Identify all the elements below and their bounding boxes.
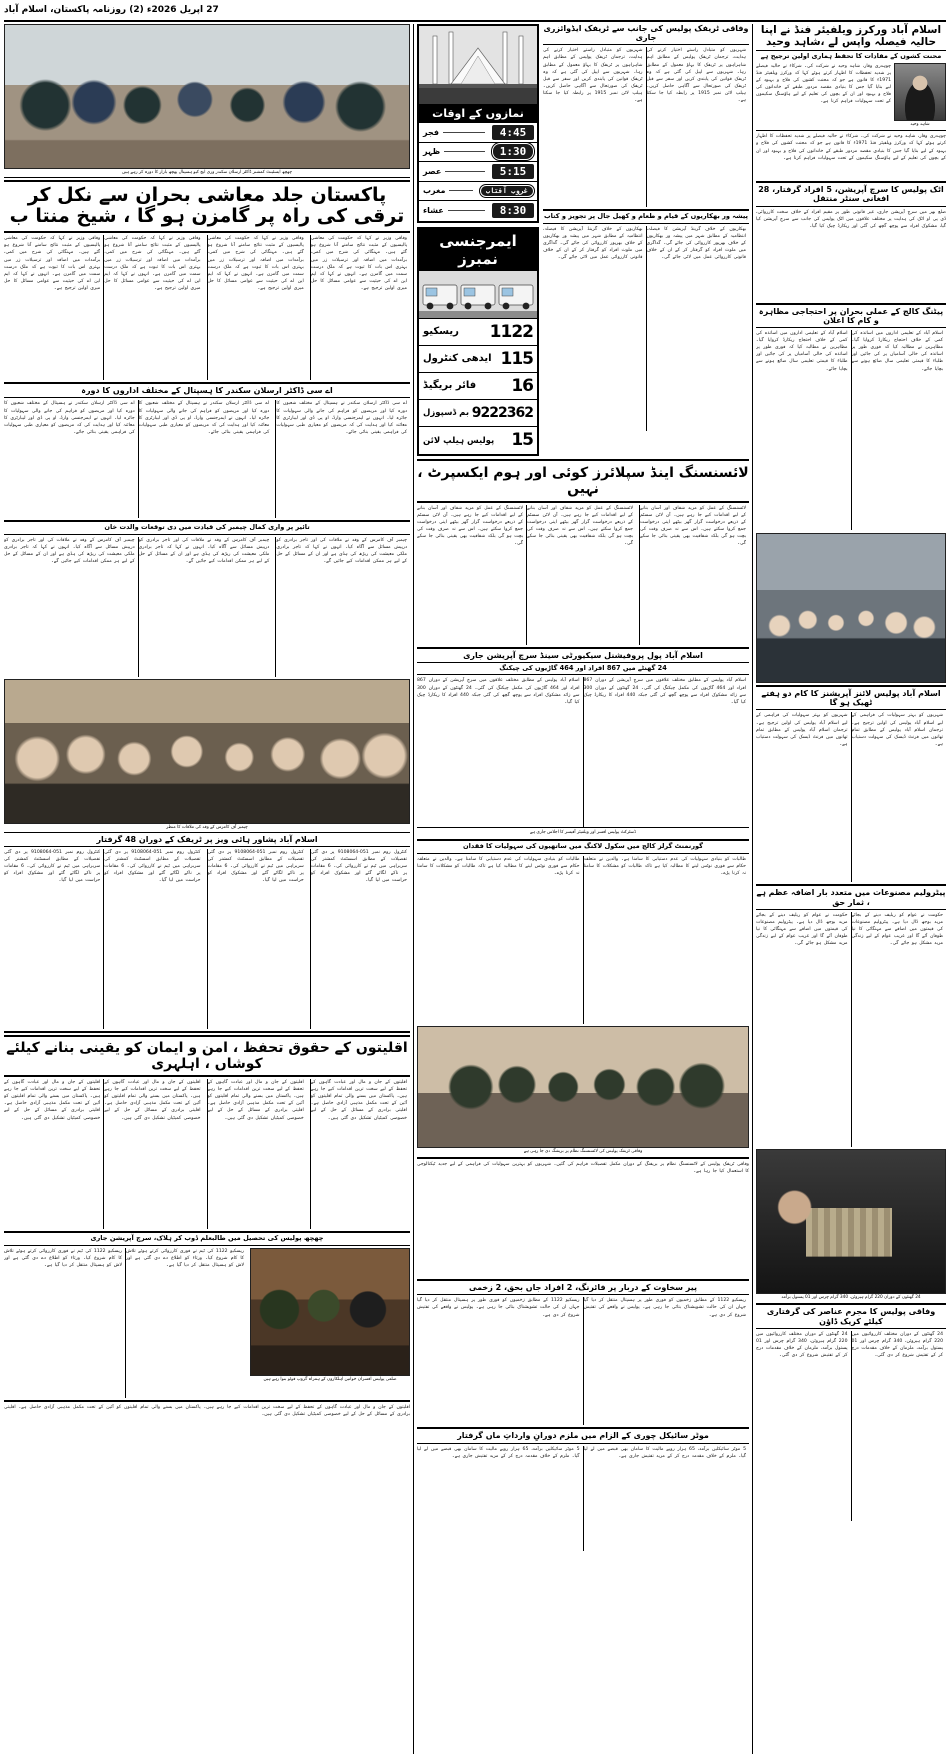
- divider-dash: [443, 132, 485, 133]
- headline-left-5[interactable]: پیٹرولیم مصنوعات میں متعدد بار اضافہ عظم ہے ، ثمار حق: [756, 888, 946, 909]
- body-right-3c: چیمبر آف کامرس کے وفد نے ملاقات کی اور تاجر برادری کو درپیش مسائل سے آگاہ کیا۔ انہوں نے کہا کہ تاجر برادری ملکی معیشت کی ریڑھ کی ہڈی ہے اور ان کے مسائل کے حل کے لیے ہر ممکن اقدامات کیے جائیں گے۔: [3, 538, 135, 565]
- headline-center-2[interactable]: پیشہ ور بھکاریوں کے قیام و طعام و کھیل جال پر تجویز و کتاب: [543, 213, 749, 224]
- prayer-rows: [419, 123, 537, 221]
- prayer-time: 4:45: [492, 125, 534, 140]
- body-left-2: ضلع بھر میں سرچ آپریشن جاری، غیر قانونی طور پر مقیم افراد کے خلاف سخت کارروائی، ڈی پی او اٹک کی ہدایت پر مختلف علاقوں میں اٹک پولیس کی جانب سے سرچ آپریشن کیا گیا، مشکوک افراد سے پوچھ گچھ کی گئی اور ریکارڈ چیک کیا گیا۔: [756, 209, 946, 229]
- body-right-3a: چیمبر آف کامرس کے وفد نے ملاقات کی اور تاجر برادری کو درپیش مسائل سے آگاہ کیا۔ انہوں نے کہا کہ تاجر برادری ملکی معیشت کی ریڑھ کی ہڈی ہے اور ان کے مسائل کے حل کے لیے ہر ممکن اقدامات کیے جائیں گے۔: [275, 537, 410, 677]
- photo-caption: شاہد وحید: [910, 121, 930, 127]
- body-right-2b: اے سی ڈاکٹر ارسلان سکندر نے ہسپتال کے مختلف شعبوں کا دورہ کیا اور مریضوں کو فراہم کی جانے والی سہولیات کا جائزہ لیا۔ انہوں نے ایمرجنسی وارڈ، او پی ڈی اور لیبارٹری کا معائنہ کیا اور ہدایت کی کہ مریضوں کو معیاری طبی سہولیات کی فراہمی یقینی بنائی جائے۔: [138, 400, 273, 518]
- divider-dash: [445, 171, 485, 172]
- divider-dash: [449, 190, 472, 191]
- body-center-4a: اسلام آباد پولیس کے مطابق مختلف علاقوں میں سرچ آپریشن کے دوران 867 افراد اور 464 گاڑیوں کی مکمل چیکنگ کی گئی۔ 24 گھنٹوں کے دوران 300 سے زائد مشکوک افراد سے پوچھ گچھ کی گئی جبکہ 440 افراد کا ریکارڈ چیک کیا گیا۔: [583, 677, 750, 827]
- emergency-label: بم ڈسپوزل: [423, 407, 470, 418]
- body-center-5a: طالبات کو بنیادی سہولیات کی عدم دستیابی کا سامنا ہے۔ والدین نے متعلقہ حکام سے فوری نوٹس لینے کا مطالبہ کیا ہے تاکہ طالبات کو مشکلات کا سامنا نہ کرنا پڑے۔: [583, 856, 750, 1024]
- body-left-6b: 24 گھنٹوں کے دوران مختلف کارروائیوں میں 220 گرام ہیروئن، 340 گرام چرس اور 01 پستول برآمد، ملزمان کے خلاف مقدمات درج کر کے تفتیش شروع کر دی گئی۔: [756, 1331, 848, 1359]
- body-left-4b: شہریوں کو بہتر سہولیات کی فراہمی کے لیے اسلام آباد پولیس کی اولین ترجیح ہے۔ ترجمان اسلام آباد پولیس کے مطابق تمام تھانوں میں فرنٹ ڈیسک کی سہولت دستیاب ہے۔: [756, 713, 848, 747]
- body-right-5a: اقلیتوں کے جان و مال اور عبادت گاہوں کے تحفظ کے لیے سخت ترین اقدامات کیے جا رہے ہیں۔ پاکستان میں بسنے والی تمام اقلیتوں کو آئین کے تحت مکمل مذہبی آزادی حاصل ہے۔ اقلیتی برادری کے مسائل کے حل کے لیے خصوصی کمیٹیاں تشکیل دی گئی ہیں۔: [310, 1079, 410, 1229]
- dateline: ‎27 اپریل 2026ء (2) روزنامہ پاکستان، اسلام آباد: [4, 5, 219, 15]
- headline-center-3[interactable]: لائسنسنگ اینڈ سپلائرز کوئی اور ہوم ایکسپرٹ ، نہیں: [417, 464, 749, 497]
- body-left-6a: 24 گھنٹوں کے دوران مختلف کارروائیوں میں 220 گرام ہیروئن، 340 گرام چرس اور 01 پستول برآمد، ملزمان کے خلاف مقدمات درج کر کے تفتیش شروع کر دی گئی۔: [851, 1331, 947, 1521]
- photo-caption: 24 گھنٹوں کے دوران 220 گرام ہیروئن، 340 گرام چرس اور 01 پستول برآمد: [781, 1294, 921, 1300]
- body-center-1a: شہریوں کو متبادل راستے اختیار کرنے کی ہدایت، ترجمان ٹریفک پولیس کے مطابق اہم شاہراہوں پر ٹریفک کا بہاؤ معمول کے مطابق رہا۔ شہریوں سے اپیل کی گئی ہے کہ وہ ٹریفک قوانین کی پابندی کریں اور سفر سے قبل ٹریفک کی صورتحال سے آگاہی حاصل کریں۔ ہیلپ لائن نمبر 1915 پر رابطہ کیا جا سکتا ہے۔: [646, 47, 750, 207]
- body-main-b: وفاقی وزیر نے کہا کہ حکومت کی معاشی پالیسیوں کے مثبت نتائج سامنے آنا شروع ہو گئے ہیں۔ مہنگائی کی شرح میں کمی، برآمدات میں اضافہ اور ترسیلات زر میں بہتری اس بات کا ثبوت ہے کہ ملک درست سمت میں گامزن ہے۔ انہوں نے کہا کہ ایم این اے کی حیثیت سے عوامی مسائل کا حل میری اولین ترجیح ہے۔: [207, 235, 307, 380]
- prayer-label: فجر: [423, 127, 439, 137]
- subhead-left-1: محنت کشوں کے مفادات کا تحفظ ہماری اولین ترجیح ہے: [760, 52, 942, 61]
- body-right-4c: کنٹرول روم نمبر 051-9108064 پر دی گئی تفصیلات کے مطابق اسسٹنٹ کمشنر کی سربراہی میں ٹیم نے کارروائی کی۔ 6 مقامات پر ناکے لگائے گئے اور مشکوک افراد کو حراست میں لیا گیا۔: [103, 849, 203, 1029]
- body-center-2b: بھکاریوں کے خلاف گرینڈ آپریشن کا فیصلہ، انتظامیہ کے مطابق شہر میں پیشہ ور بھکاریوں کے خلاف بھرپور کارروائی کی جائے گی۔ گداگری میں ملوث افراد کو گرفتار کر کے ان کے خلاف قانونی کارروائی عمل میں لائی جائے گی۔: [543, 226, 643, 261]
- photo-caption: ڈسٹرکٹ پولیس افسر اور ویلفیئر آفیسر کا اجلاس جاری ہے: [417, 827, 749, 837]
- zone-right: [4, 24, 410, 1754]
- headline-right-6[interactable]: چھچھ پولیس کی تحصیل میں طالبعلم ڈوب کر ہلاک، سرچ آپریشن جاری: [4, 1235, 410, 1246]
- delegation-photo: [4, 679, 410, 824]
- prayer-times-widget: [417, 24, 539, 223]
- body-right-5c: اقلیتوں کے جان و مال اور عبادت گاہوں کے تحفظ کے لیے سخت ترین اقدامات کیے جا رہے ہیں۔ پاکستان میں بسنے والی تمام اقلیتوں کو آئین کے تحت مکمل مذہبی آزادی حاصل ہے۔ اقلیتی برادری کے مسائل کے حل کے لیے خصوصی کمیٹیاں تشکیل دی گئی ہیں۔: [103, 1079, 203, 1229]
- emergency-number: 1122: [489, 321, 533, 342]
- divider-dash: [444, 151, 485, 152]
- body-right-6a: ریسکیو 1122 کی ٹیم نے فوری کارروائی کرتے ہوئے تلاش کا کام شروع کیا۔ ورثاء کو اطلاع دے دی گئی ہے اور لاش کو ہسپتال منتقل کر دیا گیا ہے۔: [125, 1248, 247, 1398]
- headline-left-2[interactable]: اٹک پولیس کا سرچ آپریشن، 5 افراد گرفتار، 28 افغانی سنٹر منتقل: [756, 185, 946, 206]
- headline-center-1[interactable]: وفاقی ٹریفک پولیس کی جانب سے ٹریفک ایڈوائزری جاری: [543, 24, 749, 45]
- body-left-5b: حکومت نے عوام کو ریلیف دینے کے بجائے مزید بوجھ ڈال دیا ہے۔ پیٹرولیم مصنوعات کی قیمتوں میں اضافے سے مہنگائی کا نیا طوفان آئے گا اور غریب عوام کے لیے زندگی مزید مشکل ہو جائے گی۔: [756, 912, 848, 947]
- body-left-3a: اسلام آباد کے تعلیمی اداروں میں اساتذہ کی کمی کے خلاف احتجاج ریکارڈ کروایا گیا۔ مظاہرین نے مطالبہ کیا کہ فوری طور پر اساتذہ کی خالی آسامیاں پر کی جائیں اور طلباء کا قیمتی تعلیمی سال ضائع ہونے سے بچایا جائے۔: [851, 330, 947, 530]
- body-left-1: چوہدری وقار، شاہد وحید نے شرکت کی۔ شرکاء نے حالیہ فیصلے پر شدید تحفظات کا اظہار کرتے ہوئے کہا کہ ورکرز ویلفیئر فنڈ 1971ء کا قانون ہے جو کہ محنت کشوں کی فلاح و بہبود کے لیے بنایا گیا جس کا بنیادی مقصد مزدور طبقے کے خاندانوں کی فلاح و بہبود اور ان کے بچوں کی تعلیم کے لیے ہاؤسنگ سکیموں کے تحت سہولیات فراہم کرنا ہے۔: [756, 63, 891, 105]
- body-center-5b: طالبات کو بنیادی سہولیات کی عدم دستیابی کا سامنا ہے۔ والدین نے متعلقہ حکام سے فوری نوٹس لینے کا مطالبہ کیا ہے تاکہ طالبات کو مشکلات کا سامنا نہ کرنا پڑے۔: [417, 856, 580, 876]
- body-center-4b: اسلام آباد پولیس کے مطابق مختلف علاقوں میں سرچ آپریشن کے دوران 867 افراد اور 464 گاڑیوں کی مکمل چیکنگ کی گئی۔ 24 گھنٹوں کے دوران 300 سے زائد مشکوک افراد سے پوچھ گچھ کی گئی جبکہ 440 افراد کا ریکارڈ چیک کیا گیا۔: [417, 678, 580, 705]
- prayer-label: ظہر: [423, 147, 441, 157]
- emergency-rows: [419, 319, 537, 454]
- headline-right-5[interactable]: اقلیتوں کے حقوق تحفظ ، امن و ایمان کو یقینی بنانے کیلئے کوشاں ، اہلہری: [4, 1035, 410, 1077]
- emergency-number: 9222362: [471, 404, 533, 421]
- emergency-numbers-widget: [417, 227, 539, 456]
- emergency-widget-title: ایمرجنسی نمبرز: [419, 229, 537, 271]
- ambulance-fleet-icon: [419, 271, 537, 319]
- police-lineup-photo: [417, 1026, 749, 1148]
- prayer-label: عصر: [423, 166, 442, 176]
- body-left-5a: حکومت نے عوام کو ریلیف دینے کے بجائے مزید بوجھ ڈال دیا ہے۔ پیٹرولیم مصنوعات کی قیمتوں میں اضافے سے مہنگائی کا نیا طوفان آئے گا اور غریب عوام کے لیے زندگی مزید مشکل ہو جائے گی۔: [851, 912, 947, 1147]
- headline-main-right[interactable]: پاکستان جلد معاشی بحران سے نکل کر ترقی کی راہ پر گامزن ہو گا ، شیخ منتا ب: [4, 180, 410, 234]
- body-right-3b: چیمبر آف کامرس کے وفد نے ملاقات کی اور تاجر برادری کو درپیش مسائل سے آگاہ کیا۔ انہوں نے کہا کہ تاجر برادری ملکی معیشت کی ریڑھ کی ہڈی ہے اور ان کے مسائل کے حل کے لیے ہر ممکن اقدامات کیے جائیں گے۔: [138, 537, 273, 677]
- body-center-8a: 5 موٹر سائیکلیں برآمد، 65 ہزار روپے مالیت کا سامان بھی قبضے میں لے لیا گیا۔ ملزم کے خلاف مقدمہ درج کر کے مزید تفتیش جاری ہے۔: [583, 1446, 750, 1551]
- prayer-row: [419, 201, 537, 221]
- photo-caption: وفاقی ٹریفک پولیس کی لائسنسنگ نظام پر بریفنگ دی جا رہی ہے: [523, 1148, 643, 1154]
- emergency-number: 115: [500, 348, 533, 369]
- headline-center-7[interactable]: موٹر سائیکل چوری کے الزام میں ملزم دورانِ وارداتِ ماں گرفتار: [417, 1431, 749, 1443]
- faisal-mosque-icon: [419, 26, 537, 104]
- emergency-label: ریسکیو: [423, 326, 459, 337]
- emergency-label: ایدھی کنٹرول: [423, 353, 492, 364]
- body-center-8b: 5 موٹر سائیکلیں برآمد، 65 ہزار روپے مالیت کا سامان بھی قبضے میں لے لیا گیا۔ ملزم کے خلاف مقدمہ درج کر کے مزید تفتیش جاری ہے۔: [417, 1446, 580, 1459]
- prayer-label: مغرب: [423, 186, 446, 196]
- zone-center: [413, 24, 753, 1754]
- body-center-3b: لائسنسنگ کے عمل کو مزید شفاف اور آسان بنانے کے لیے اقدامات کیے جا رہے ہیں۔ آن لائن سسٹم کے ذریعے درخواست گزار گھر بیٹھے اپنی درخواست جمع کروا سکتے ہیں۔ اس سے نہ صرف وقت کی بچت ہو گی بلکہ شفافیت بھی یقینی بنائی جا سکے گی۔: [526, 505, 636, 645]
- zone-left: [756, 24, 946, 1754]
- widget-stack: [417, 24, 539, 456]
- body-right-6b: ریسکیو 1122 کی ٹیم نے فوری کارروائی کرتے ہوئے تلاش کا کام شروع کیا۔ ورثاء کو اطلاع دے دی گئی ہے اور لاش کو ہسپتال منتقل کر دیا گیا ہے۔: [4, 1248, 122, 1268]
- body-left-4a: شہریوں کو بہتر سہولیات کی فراہمی کے لیے اسلام آباد پولیس کی اولین ترجیح ہے۔ ترجمان اسلام آباد پولیس کے مطابق تمام تھانوں میں فرنٹ ڈیسک کی سہولت دستیاب ہے۔: [851, 712, 947, 882]
- headline-right-2[interactable]: اے سی ڈاکٹر ارسلان سکندر کا ہسپتال کے مختلف اداروں کا دورہ: [4, 386, 410, 398]
- prayer-time: 5:15: [492, 164, 534, 179]
- photo-caption: چھچھ ایسٹینٹ کمشنر ڈاکٹر ارسلان سکندر وزی ایچ کیو ہسپتال پھچھ بازار کا دورہ کر رہے ہیں: [4, 169, 410, 178]
- body-left-1b: چوہدری وقار، شاہد وحید نے شرکت کی۔ شرکاء نے حالیہ فیصلے پر شدید تحفظات کا اظہار کرتے ہوئے کہا کہ ورکرز ویلفیئر فنڈ 1971ء کا قانون ہے جو کہ محنت کشوں کی فلاح و بہبود کے لیے بنایا گیا جس کا بنیادی مقصد مزدور طبقے کے خاندانوں کی فلاح و بہبود اور ان کے بچوں کی تعلیم کے لیے ہاؤسنگ سکیموں کے تحت سہولیات فراہم کرنا ہے۔: [756, 134, 946, 161]
- emergency-row: [419, 400, 537, 427]
- divider-dash: [448, 210, 485, 211]
- emergency-number: 15: [511, 430, 533, 450]
- seizure-photo-left: [756, 1149, 946, 1294]
- body-center-1b: شہریوں کو متبادل راستے اختیار کرنے کی ہدایت، ترجمان ٹریفک پولیس کے مطابق اہم شاہراہوں پر ٹریفک کا بہاؤ معمول کے مطابق رہا۔ شہریوں سے اپیل کی گئی ہے کہ وہ ٹریفک قوانین کی پابندی کریں اور سفر سے قبل ٹریفک کی صورتحال سے آگاہی حاصل کریں۔ ہیلپ لائن نمبر 1915 پر رابطہ کیا جا سکتا ہے۔: [543, 48, 643, 104]
- headline-center-6[interactable]: پیر سخاوت کے دربار پر فائرنگ، 2 افراد جاں بحق، 2 زخمی: [417, 1283, 749, 1295]
- body-right-tail: اقلیتوں کے جان و مال اور عبادت گاہوں کے تحفظ کے لیے سخت ترین اقدامات کیے جا رہے ہیں۔ پاکستان میں بسنے والی تمام اقلیتوں کو آئین کے تحت مکمل مذہبی آزادی حاصل ہے۔ اقلیتی برادری کے مسائل کے حل کے لیے خصوصی کمیٹیاں تشکیل دی گئی ہیں۔: [4, 1404, 410, 1417]
- body-right-5d: اقلیتوں کے جان و مال اور عبادت گاہوں کے تحفظ کے لیے سخت ترین اقدامات کیے جا رہے ہیں۔ پاکستان میں بسنے والی تمام اقلیتوں کو آئین کے تحت مکمل مذہبی آزادی حاصل ہے۔ اقلیتی برادری کے مسائل کے حل کے لیے خصوصی کمیٹیاں تشکیل دی گئی ہیں۔: [4, 1079, 101, 1121]
- headline-left-3[interactable]: پیٹنگ کالج کے عملی بحران پر احتجاجی مظاہرہ و کام کا اعلان: [756, 307, 946, 328]
- prayer-label: عشاء: [423, 206, 444, 216]
- headline-left-4[interactable]: اسلام آباد پولیس لائنز آپریشنز کا کام دو ہفتے ٹھیک ہو گا: [756, 689, 946, 710]
- body-center-2a: بھکاریوں کے خلاف گرینڈ آپریشن کا فیصلہ، انتظامیہ کے مطابق شہر میں پیشہ ور بھکاریوں کے خلاف بھرپور کارروائی کی جائے گی۔ گداگری میں ملوث افراد کو گرفتار کر کے ان کے خلاف قانونی کارروائی عمل میں لائی جائے گی۔: [646, 226, 750, 431]
- body-main-a: وفاقی وزیر نے کہا کہ حکومت کی معاشی پالیسیوں کے مثبت نتائج سامنے آنا شروع ہو گئے ہیں۔ مہنگائی کی شرح میں کمی، برآمدات میں اضافہ اور ترسیلات زر میں بہتری اس بات کا ثبوت ہے کہ ملک درست سمت میں گامزن ہے۔ انہوں نے کہا کہ ایم این اے کی حیثیت سے عوامی مسائل کا حل میری اولین ترجیح ہے۔: [310, 235, 410, 380]
- emergency-label: فائر بریگیڈ: [423, 380, 477, 391]
- masthead-strip: [4, 4, 946, 20]
- prayer-row: [419, 143, 537, 163]
- photo-caption: ضلعی پولیس افسران خواتین اہلکاروں کے ہمراہ گروپ فوٹو بنوا رہے ہیں: [263, 1376, 397, 1382]
- body-right-2c: اے سی ڈاکٹر ارسلان سکندر نے ہسپتال کے مختلف شعبوں کا دورہ کیا اور مریضوں کو فراہم کی جانے والی سہولیات کا جائزہ لیا۔ انہوں نے ایمرجنسی وارڈ، او پی ڈی اور لیبارٹری کا معائنہ کیا اور ہدایت کی کہ مریضوں کو معیاری طبی سہولیات کی فراہمی یقینی بنائی جائے۔: [3, 401, 135, 435]
- emergency-row: [419, 373, 537, 400]
- prayer-time: 1:30: [492, 143, 534, 160]
- headline-left-6[interactable]: وفاقی پولیس کا مجرم عناصر کی گرفتاری کیلئے کریک ڈاؤن: [756, 1307, 946, 1328]
- emergency-label: پولیس ہیلپ لائن: [423, 435, 495, 446]
- emergency-row: [419, 427, 537, 454]
- officers-group-photo: [250, 1248, 410, 1376]
- headline-center-4[interactable]: اسلام آباد پول پروفیشنل سیکیورٹی سینڈ سرچ آپریشن جاری: [417, 651, 749, 663]
- body-center-7a: ریسکیو 1122 کے مطابق زخمیوں کو فوری طور پر ہسپتال منتقل کر دیا گیا جہاں ان کی حالت تشویشناک بتائی جا رہی ہے۔ پولیس نے واقعے کی تفتیش شروع کر دی ہے۔: [583, 1297, 750, 1425]
- body-center-3c: لائسنسنگ کے عمل کو مزید شفاف اور آسان بنانے کے لیے اقدامات کیے جا رہے ہیں۔ آن لائن سسٹم کے ذریعے درخواست گزار گھر بیٹھے اپنی درخواست جمع کروا سکتے ہیں۔ اس سے نہ صرف وقت کی بچت ہو گی بلکہ شفافیت بھی یقینی بنائی جا سکے گی۔: [417, 505, 523, 547]
- body-right-4b: کنٹرول روم نمبر 051-9108064 پر دی گئی تفصیلات کے مطابق اسسٹنٹ کمشنر کی سربراہی میں ٹیم نے کارروائی کی۔ 6 مقامات پر ناکے لگائے گئے اور مشکوک افراد کو حراست میں لیا گیا۔: [207, 849, 307, 1029]
- headline-left-1[interactable]: اسلام آباد ورکرز ویلفیئر فنڈ نے اپنا حالیہ فیصلہ واپس لے ،شاہد وحید: [756, 24, 946, 51]
- body-main-c: وفاقی وزیر نے کہا کہ حکومت کی معاشی پالیسیوں کے مثبت نتائج سامنے آنا شروع ہو گئے ہیں۔ مہنگائی کی شرح میں کمی، برآمدات میں اضافہ اور ترسیلات زر میں بہتری اس بات کا ثبوت ہے کہ ملک درست سمت میں گامزن ہے۔ انہوں نے کہا کہ ایم این اے کی حیثیت سے عوامی مسائل کا حل میری اولین ترجیح ہے۔: [103, 235, 203, 380]
- meeting-photo-left: [756, 533, 946, 683]
- photo-caption: چیمبر آف کامرس کے وفد کی ملاقات کا منظر: [4, 824, 410, 833]
- body-left-3b: اسلام آباد کے تعلیمی اداروں میں اساتذہ کی کمی کے خلاف احتجاج ریکارڈ کروایا گیا۔ مظاہرین نے مطالبہ کیا کہ فوری طور پر اساتذہ کی خالی آسامیاں پر کی جائیں اور طلباء کا قیمتی تعلیمی سال ضائع ہونے سے بچایا جائے۔: [756, 331, 848, 372]
- body-main-d: وفاقی وزیر نے کہا کہ حکومت کی معاشی پالیسیوں کے مثبت نتائج سامنے آنا شروع ہو گئے ہیں۔ مہنگائی کی شرح میں کمی، برآمدات میں اضافہ اور ترسیلات زر میں بہتری اس بات کا ثبوت ہے کہ ملک درست سمت میں گامزن ہے۔ انہوں نے کہا کہ ایم این اے کی حیثیت سے عوامی مسائل کا حل میری اولین ترجیح ہے۔: [4, 236, 101, 292]
- body-right-5b: اقلیتوں کے جان و مال اور عبادت گاہوں کے تحفظ کے لیے سخت ترین اقدامات کیے جا رہے ہیں۔ پاکستان میں بسنے والی تمام اقلیتوں کو آئین کے تحت مکمل مذہبی آزادی حاصل ہے۔ اقلیتی برادری کے مسائل کے حل کے لیے خصوصی کمیٹیاں تشکیل دی گئی ہیں۔: [207, 1079, 307, 1229]
- prayer-time: غروب آفتاب: [480, 185, 534, 197]
- emergency-number: 16: [511, 375, 533, 396]
- headline-center-5[interactable]: گورنمنٹ گرلز کالج میں سکول لاکنگ میں ساتھیوں کی سہولیات کا فقدان: [417, 843, 749, 854]
- prayer-widget-title: نمازوں کے اوقات: [419, 104, 537, 123]
- body-right-2a: اے سی ڈاکٹر ارسلان سکندر نے ہسپتال کے مختلف شعبوں کا دورہ کیا اور مریضوں کو فراہم کی جانے والی سہولیات کا جائزہ لیا۔ انہوں نے ایمرجنسی وارڈ، او پی ڈی اور لیبارٹری کا معائنہ کیا اور ہدایت کی کہ مریضوں کو معیاری طبی سہولیات کی فراہمی یقینی بنائی جائے۔: [275, 400, 410, 518]
- hospital-visit-photo: [4, 24, 410, 169]
- prayer-row: [419, 162, 537, 182]
- page-grid: [4, 24, 946, 1754]
- emergency-row: [419, 346, 537, 373]
- emergency-row: [419, 319, 537, 346]
- prayer-row: [419, 123, 537, 143]
- body-right-4a: کنٹرول روم نمبر 051-9108064 پر دی گئی تفصیلات کے مطابق اسسٹنٹ کمشنر کی سربراہی میں ٹیم نے کارروائی کی۔ 6 مقامات پر ناکے لگائے گئے اور مشکوک افراد کو حراست میں لیا گیا۔: [310, 849, 410, 1029]
- headline-right-3[interactable]: تائیر پر واری کمال چیمبر کی قیادت میں دی توقعات والدت خان: [4, 524, 410, 535]
- headline-right-4[interactable]: اسلام آباد پشاور ہائی ویز پر ٹریفک کے دوران 48 گرفتار: [4, 835, 410, 847]
- portrait-photo-left: [894, 63, 946, 121]
- stat-line-center: 24 گھنٹے میں 867 افراد اور 464 گاڑیوں کی چیکنگ: [417, 665, 749, 676]
- body-center-6: وفاقی ٹریفک پولیس کے لائسنسنگ نظام پر بریفنگ کے دوران مکمل تفصیلات فراہم کی گئیں۔ شہریوں کو بہترین سہولیات کی فراہمی کے لیے جدید ٹیکنالوجی کا استعمال کیا جا رہا ہے۔: [417, 1162, 749, 1175]
- prayer-row: [419, 182, 537, 202]
- body-center-3a: لائسنسنگ کے عمل کو مزید شفاف اور آسان بنانے کے لیے اقدامات کیے جا رہے ہیں۔ آن لائن سسٹم کے ذریعے درخواست گزار گھر بیٹھے اپنی درخواست جمع کروا سکتے ہیں۔ اس سے نہ صرف وقت کی بچت ہو گی بلکہ شفافیت بھی یقینی بنائی جا سکے گی۔: [639, 505, 749, 645]
- prayer-time: 8:30: [492, 203, 534, 218]
- body-center-7b: ریسکیو 1122 کے مطابق زخمیوں کو فوری طور پر ہسپتال منتقل کر دیا گیا جہاں ان کی حالت تشویشناک بتائی جا رہی ہے۔ پولیس نے واقعے کی تفتیش شروع کر دی ہے۔: [417, 1298, 580, 1318]
- body-right-4d: کنٹرول روم نمبر 051-9108064 پر دی گئی تفصیلات کے مطابق اسسٹنٹ کمشنر کی سربراہی میں ٹیم نے کارروائی کی۔ 6 مقامات پر ناکے لگائے گئے اور مشکوک افراد کو حراست میں لیا گیا۔: [4, 849, 101, 884]
